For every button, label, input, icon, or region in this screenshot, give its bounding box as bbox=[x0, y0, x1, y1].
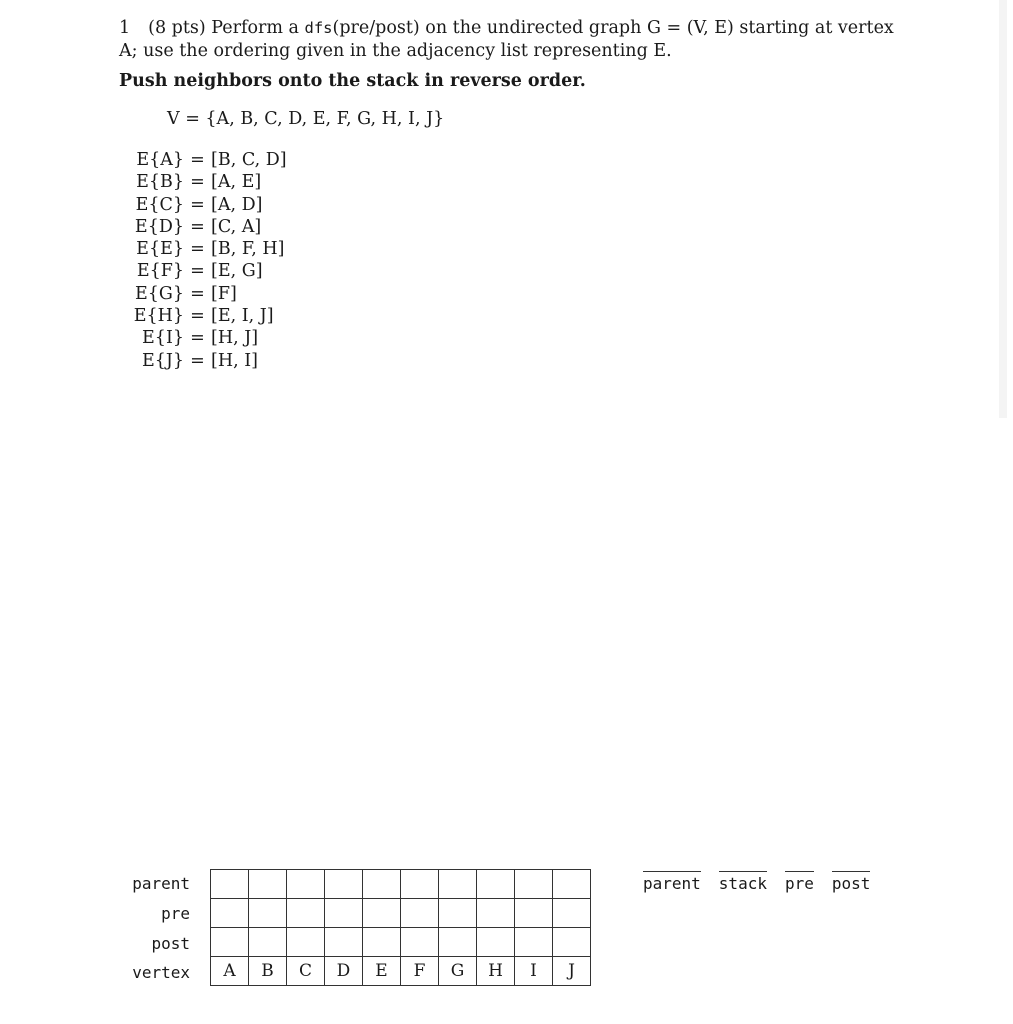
vertex-cell: D bbox=[325, 957, 363, 986]
adjacency-row bbox=[100, 327, 287, 349]
parent-cell[interactable] bbox=[553, 870, 591, 899]
parent-cell[interactable] bbox=[363, 870, 401, 899]
post-cell[interactable] bbox=[363, 928, 401, 957]
scrollbar-track[interactable] bbox=[999, 0, 1007, 418]
adjacency-eq: = bbox=[190, 306, 205, 327]
vertex-cell: B bbox=[249, 957, 287, 986]
adjacency-lhs: E{C} bbox=[135, 194, 184, 215]
parent-cell[interactable] bbox=[401, 870, 439, 899]
parent-cell[interactable] bbox=[211, 870, 249, 899]
vertex-set: V = {A, B, C, D, E, F, G, H, I, J} bbox=[167, 109, 445, 129]
pre-cell[interactable] bbox=[553, 899, 591, 928]
adjacency-row bbox=[100, 194, 287, 216]
post-cell[interactable] bbox=[287, 928, 325, 957]
pre-cell[interactable] bbox=[515, 899, 553, 928]
legend-parent: parent bbox=[643, 871, 701, 893]
adjacency-lhs: E{F} bbox=[136, 261, 184, 282]
vertex-cell: A bbox=[211, 957, 249, 986]
adjacency-lhs: E{A} bbox=[136, 150, 184, 170]
legend-stack: stack bbox=[719, 871, 767, 893]
problem-statement-line-2: A; use the ordering given in the adjacency list representing E. bbox=[119, 41, 672, 61]
parent-cell[interactable] bbox=[249, 870, 287, 899]
adjacency-lhs: E{G} bbox=[134, 283, 184, 304]
adjacency-eq: = bbox=[190, 150, 205, 170]
adjacency-rhs: [F] bbox=[211, 283, 237, 304]
adjacency-rhs: [B, C, D] bbox=[211, 150, 287, 170]
dfs-table bbox=[210, 869, 591, 986]
adjacency-rhs: [A, D] bbox=[211, 194, 263, 215]
table-row-pre bbox=[211, 899, 591, 928]
adjacency-rhs: [E, I, J] bbox=[211, 306, 274, 327]
legend bbox=[643, 871, 870, 893]
post-cell[interactable] bbox=[211, 928, 249, 957]
table-row-vertex bbox=[211, 957, 591, 986]
post-cell[interactable] bbox=[249, 928, 287, 957]
adjacency-eq: = bbox=[190, 172, 205, 193]
adjacency-row bbox=[100, 283, 287, 305]
post-cell[interactable] bbox=[553, 928, 591, 957]
adjacency-list bbox=[100, 149, 287, 372]
adjacency-eq: = bbox=[190, 283, 205, 304]
post-cell[interactable] bbox=[401, 928, 439, 957]
problem-statement-line-1 bbox=[119, 18, 894, 38]
adjacency-rhs: [H, J] bbox=[211, 328, 259, 349]
adjacency-rhs: [H, I] bbox=[211, 350, 258, 371]
problem-text-post: (pre/post) on the undirected graph G = (V, E) starting at vertex bbox=[332, 18, 894, 38]
vertex-cell: E bbox=[363, 957, 401, 986]
vertex-cell: H bbox=[477, 957, 515, 986]
row-label-pre: pre bbox=[161, 904, 190, 923]
adjacency-row bbox=[100, 171, 287, 193]
pre-cell[interactable] bbox=[439, 899, 477, 928]
parent-cell[interactable] bbox=[515, 870, 553, 899]
post-cell[interactable] bbox=[325, 928, 363, 957]
legend-pre: pre bbox=[785, 871, 814, 893]
post-cell[interactable] bbox=[439, 928, 477, 957]
pre-cell[interactable] bbox=[325, 899, 363, 928]
pre-cell[interactable] bbox=[211, 899, 249, 928]
adjacency-eq: = bbox=[190, 261, 205, 282]
pre-cell[interactable] bbox=[401, 899, 439, 928]
dfs-code: dfs bbox=[304, 19, 333, 37]
adjacency-row bbox=[100, 260, 287, 282]
pre-cell[interactable] bbox=[363, 899, 401, 928]
parent-cell[interactable] bbox=[477, 870, 515, 899]
adjacency-lhs: E{J} bbox=[141, 350, 184, 371]
instruction-text: Push neighbors onto the stack in reverse order. bbox=[119, 71, 586, 91]
post-cell[interactable] bbox=[515, 928, 553, 957]
pre-cell[interactable] bbox=[287, 899, 325, 928]
pre-cell[interactable] bbox=[477, 899, 515, 928]
pre-cell[interactable] bbox=[249, 899, 287, 928]
adjacency-rhs: [C, A] bbox=[211, 216, 262, 237]
parent-cell[interactable] bbox=[439, 870, 477, 899]
row-label-parent: parent bbox=[132, 874, 190, 893]
row-label-vertex: vertex bbox=[132, 963, 190, 982]
parent-cell[interactable] bbox=[325, 870, 363, 899]
adjacency-row bbox=[100, 149, 287, 171]
table-row-parent bbox=[211, 870, 591, 899]
adjacency-lhs: E{H} bbox=[133, 306, 184, 327]
parent-cell[interactable] bbox=[287, 870, 325, 899]
adjacency-rhs: [A, E] bbox=[211, 172, 262, 193]
legend-post: post bbox=[832, 871, 871, 893]
adjacency-lhs: E{E} bbox=[136, 239, 184, 260]
vertex-cell: J bbox=[553, 957, 591, 986]
adjacency-row bbox=[100, 238, 287, 260]
adjacency-eq: = bbox=[190, 194, 205, 215]
vertex-cell: I bbox=[515, 957, 553, 986]
adjacency-row bbox=[100, 305, 287, 327]
adjacency-eq: = bbox=[190, 216, 205, 237]
problem-number: 1 bbox=[119, 18, 131, 38]
row-label-post: post bbox=[151, 934, 190, 953]
adjacency-row bbox=[100, 350, 287, 372]
adjacency-eq: = bbox=[190, 328, 205, 349]
adjacency-lhs: E{B} bbox=[136, 172, 184, 193]
adjacency-row bbox=[100, 216, 287, 238]
adjacency-lhs: E{D} bbox=[134, 216, 184, 237]
adjacency-rhs: [E, G] bbox=[211, 261, 263, 282]
table-row-post bbox=[211, 928, 591, 957]
vertex-cell: C bbox=[287, 957, 325, 986]
adjacency-eq: = bbox=[190, 350, 205, 371]
vertex-cell: F bbox=[401, 957, 439, 986]
adjacency-lhs: E{I} bbox=[142, 328, 184, 349]
vertex-cell: G bbox=[439, 957, 477, 986]
adjacency-rhs: [B, F, H] bbox=[211, 239, 285, 260]
post-cell[interactable] bbox=[477, 928, 515, 957]
adjacency-eq: = bbox=[190, 239, 205, 260]
problem-text-pre: (8 pts) Perform a bbox=[148, 18, 305, 38]
